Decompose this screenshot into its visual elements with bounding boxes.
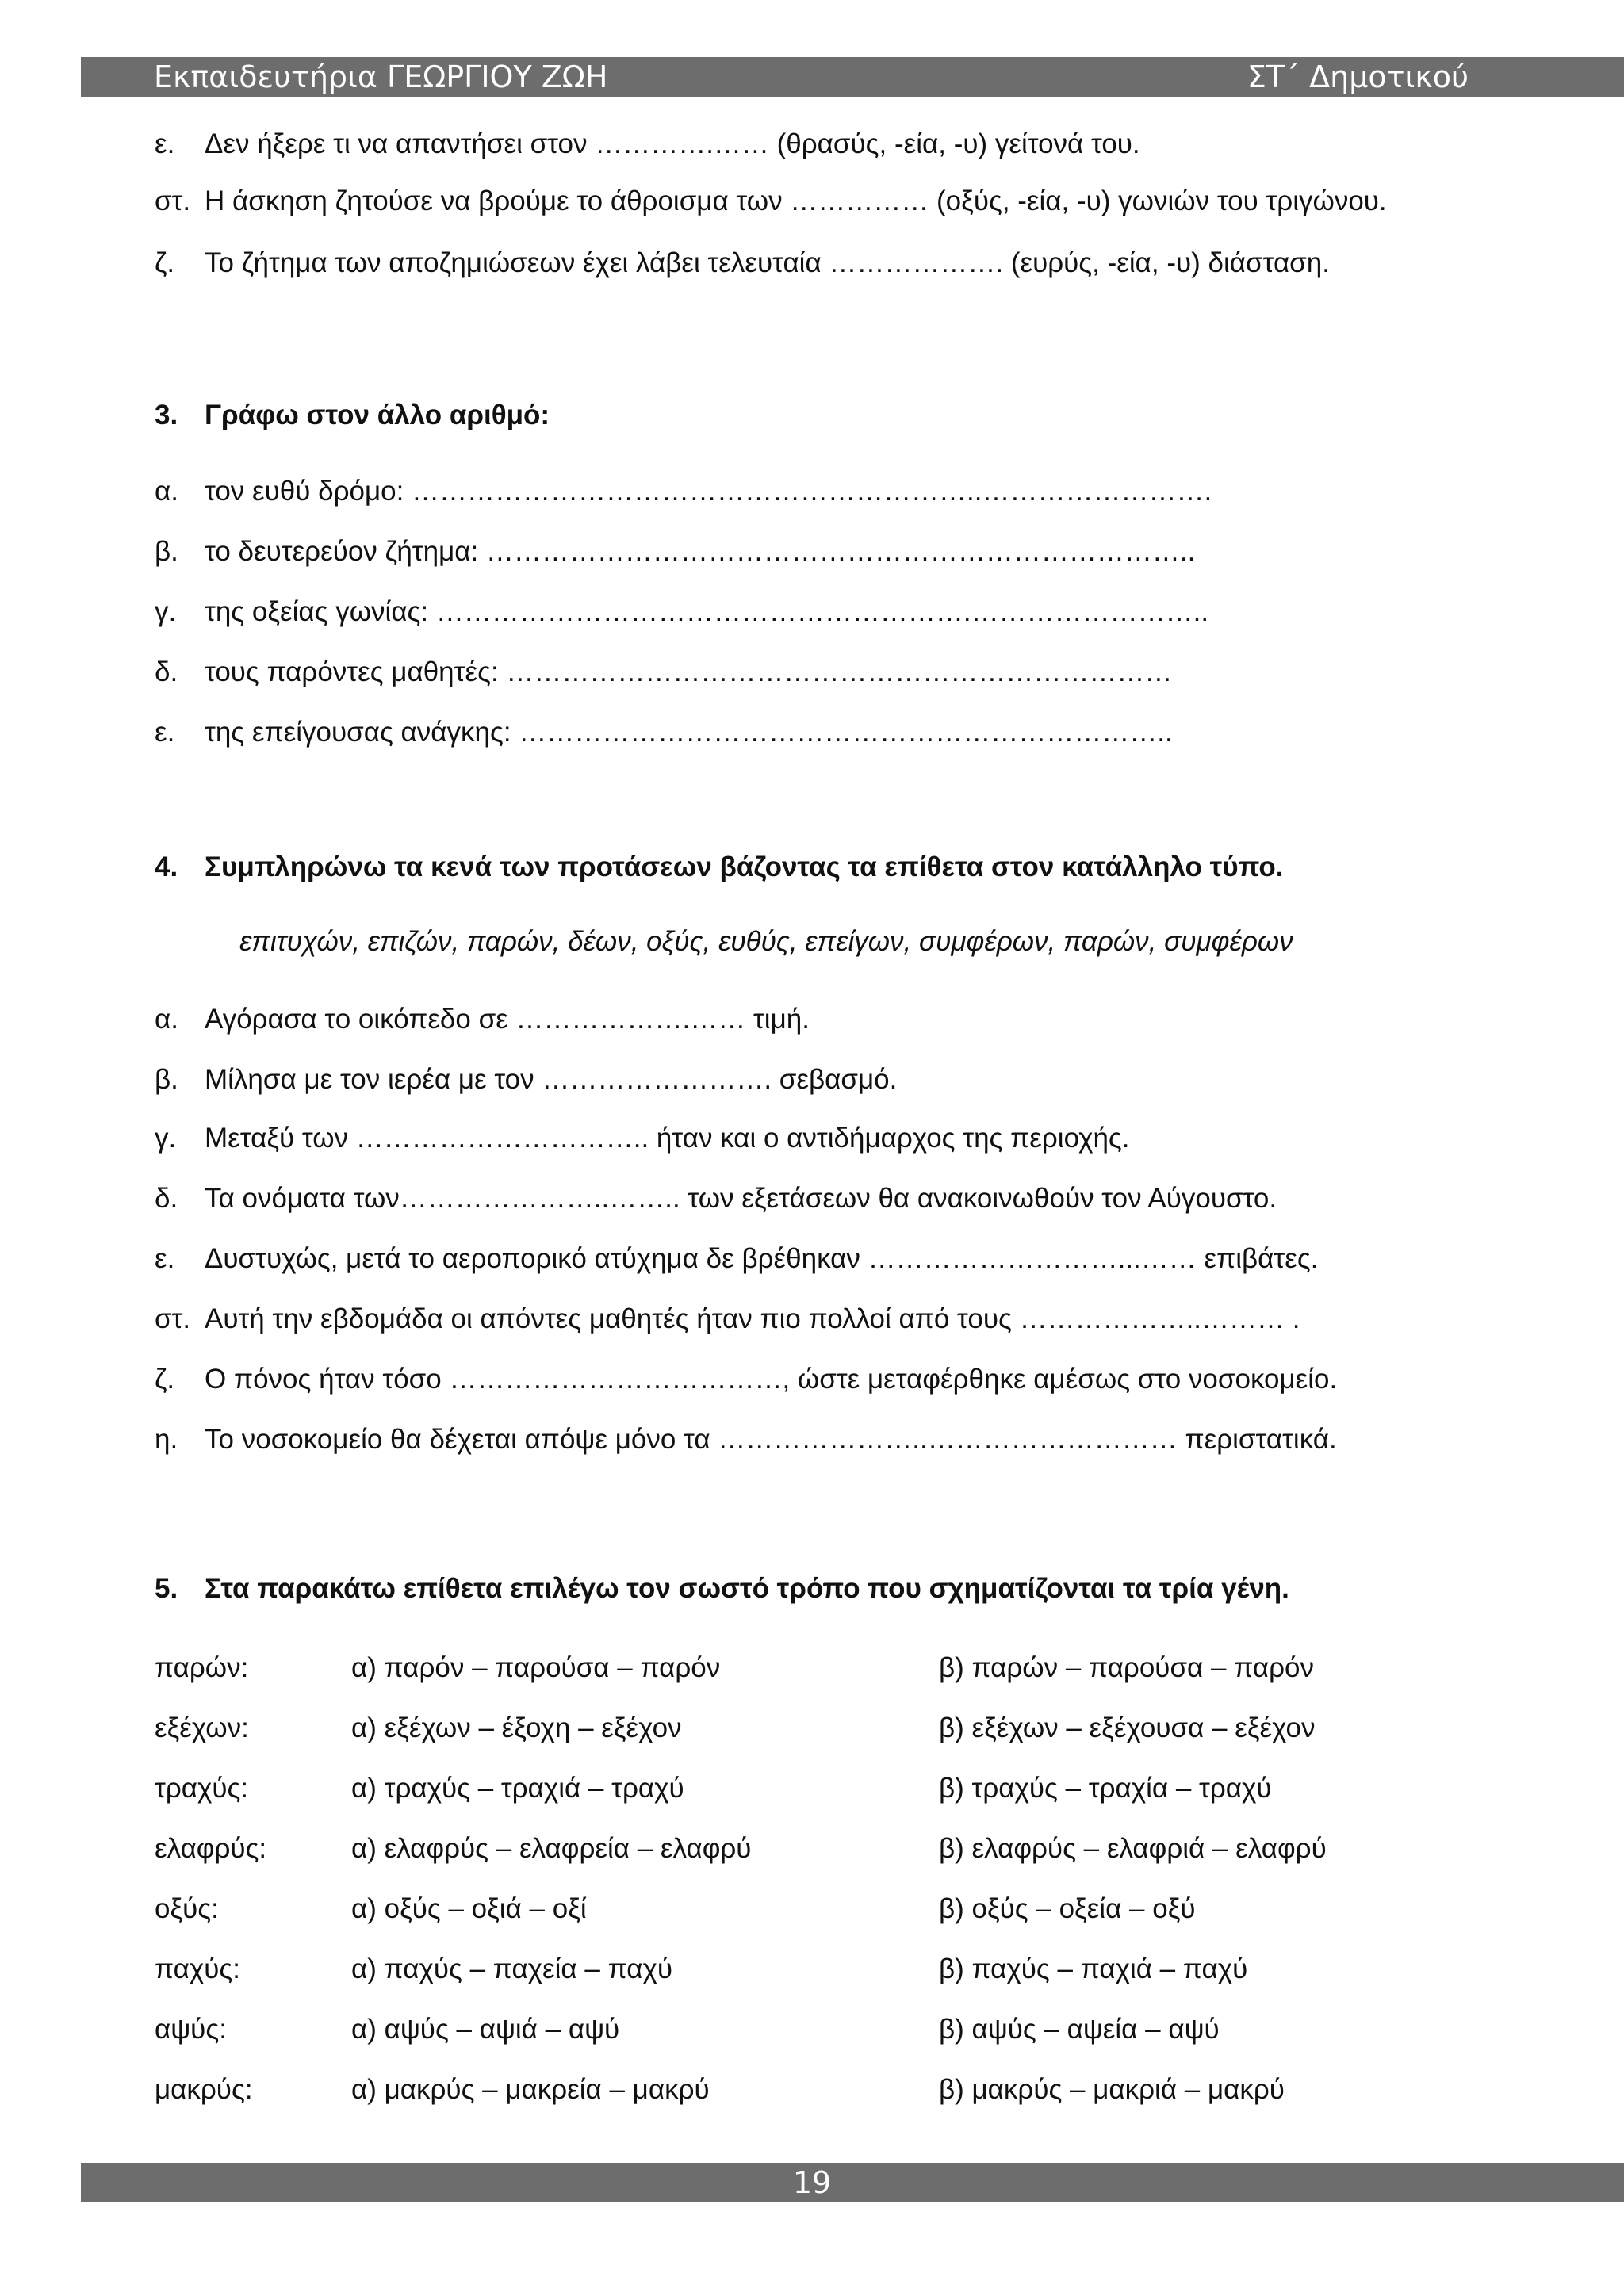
item-label: β. [155,1064,178,1095]
item-text: Μίλησα με τον ιερέα με τον ……………………. σεβασμό. [205,1064,898,1095]
item-label: ζ. [155,1364,175,1395]
section-number: 5. [155,1573,178,1604]
item-text: Τα ονόματα των…………………..…….. των εξετάσεων θα ανακοινωθούν τον Αύγουστο. [205,1183,1277,1214]
option-a: α) μακρύς – μακρεία – μακρύ [351,2074,710,2105]
item-text: Το ζήτημα των αποζημιώσεων έχει λάβει τελευταία ………………. (ευρύς, -εία, -υ) διάσταση. [205,247,1330,278]
item-text: της οξείας γωνίας: ………………………………………………….…………………….. [205,596,1209,627]
option-a: α) ελαφρύς – ελαφρεία – ελαφρύ [351,1833,752,1864]
item-text: Αγόρασα το οικόπεδο σε ……………….…… τιμή. [205,1004,810,1035]
item-label: δ. [155,656,178,687]
option-b: β) παρών – παρούσα – παρόν [939,1652,1314,1683]
option-a: α) παχύς – παχεία – παχύ [351,1954,672,1984]
item-text: τον ευθύ δρόμο: ……………………………………………………..……………………. [205,476,1212,507]
adjective: τραχύς: [155,1773,249,1804]
option-a: α) τραχύς – τραχιά – τραχύ [351,1773,684,1804]
page-header [81,57,1624,97]
word-bank: επιτυχών, επιζών, παρών, δέων, οξύς, ευθύς, επείγων, συμφέρων, παρών, συμφέρων [239,926,1293,957]
item-text: της επείγουσας ανάγκης: …………………………………………………………….. [205,717,1173,748]
item-label: γ. [155,1123,177,1154]
option-b: β) αψύς – αψεία – αψύ [939,2014,1220,2045]
item-label: η. [155,1424,178,1455]
adjective: οξύς: [155,1893,219,1924]
option-a: α) εξέχων – έξοχη – εξέχον [351,1712,682,1743]
option-b: β) οξύς – οξεία – οξύ [939,1893,1196,1924]
item-label: δ. [155,1183,178,1214]
section-title: Στα παρακάτω επίθετα επιλέγω τον σωστό τρόπο που σχηματίζονται τα τρία γένη. [205,1573,1289,1604]
item-label: β. [155,536,178,567]
option-b: β) ελαφρύς – ελαφριά – ελαφρύ [939,1833,1327,1864]
page-number: 19 [792,2165,832,2200]
option-b: β) τραχύς – τραχία – τραχύ [939,1773,1272,1804]
option-b: β) εξέχων – εξέχουσα – εξέχον [939,1712,1316,1743]
item-label: στ. [155,186,191,216]
adjective: αψύς: [155,2014,227,2045]
option-a: α) οξύς – οξιά – οξί [351,1893,587,1924]
item-label: γ. [155,596,177,627]
adjective: ελαφρύς: [155,1833,267,1864]
item-text: Δεν ήξερε τι να απαντήσει στον ………….…… (θρασύς, -εία, -υ) γείτονά του. [205,128,1140,159]
section-title: Συμπληρώνω τα κενά των προτάσεων βάζοντας τα επίθετα στον κατάλληλο τύπο. [205,851,1284,882]
adjective: μακρύς: [155,2074,253,2105]
item-text: Ο πόνος ήταν τόσο ………………………………, ώστε μεταφέρθηκε αμέσως στο νοσοκομείο. [205,1364,1338,1395]
item-text: Το νοσοκομείο θα δέχεται απόψε μόνο τα …………………..……………………… περιστατικά. [205,1424,1337,1455]
header-grade: ΣΤ΄ Δημοτικού [1247,59,1469,94]
item-text: Δυστυχώς, μετά το αεροπορικό ατύχημα δε βρέθηκαν ………………………...…… επιβάτες. [205,1243,1319,1274]
item-text: τους παρόντες μαθητές: ……………………………………………………………… [205,656,1173,687]
option-a: α) αψύς – αψιά – αψύ [351,2014,620,2045]
item-text: Μεταξύ των ………………………….. ήταν και ο αντιδήμαρχος της περιοχής. [205,1123,1130,1154]
item-text: Αυτή την εβδομάδα οι απόντες μαθητές ήταν πιο πολλοί από τους ………………..……… . [205,1303,1300,1334]
adjective: παρών: [155,1652,249,1683]
adjective: παχύς: [155,1954,240,1984]
item-label: ζ. [155,247,175,278]
adjective: εξέχων: [155,1712,249,1743]
item-label: α. [155,476,178,507]
option-b: β) μακρύς – μακριά – μακρύ [939,2074,1285,2105]
item-text: Η άσκηση ζητούσε να βρούμε το άθροισμα των …………… (οξύς, -εία, -υ) γωνιών του τριγώνου. [205,186,1387,216]
section-title: Γράφω στον άλλο αριθμό: [205,400,550,430]
header-school-name: Εκπαιδευτήρια ΓΕΩΡΓΙΟΥ ΖΩΗ [154,59,608,94]
item-label: α. [155,1004,178,1035]
section-number: 4. [155,851,178,882]
item-text: το δευτερεύον ζήτημα: ………………………………………………………………….. [205,536,1196,567]
option-b: β) παχύς – παχιά – παχύ [939,1954,1248,1984]
option-a: α) παρόν – παρούσα – παρόν [351,1652,721,1683]
item-label: στ. [155,1303,191,1334]
page-footer [81,2163,1624,2202]
section-number: 3. [155,400,178,430]
item-label: ε. [155,1243,175,1274]
item-label: ε. [155,717,175,748]
item-label: ε. [155,128,175,159]
